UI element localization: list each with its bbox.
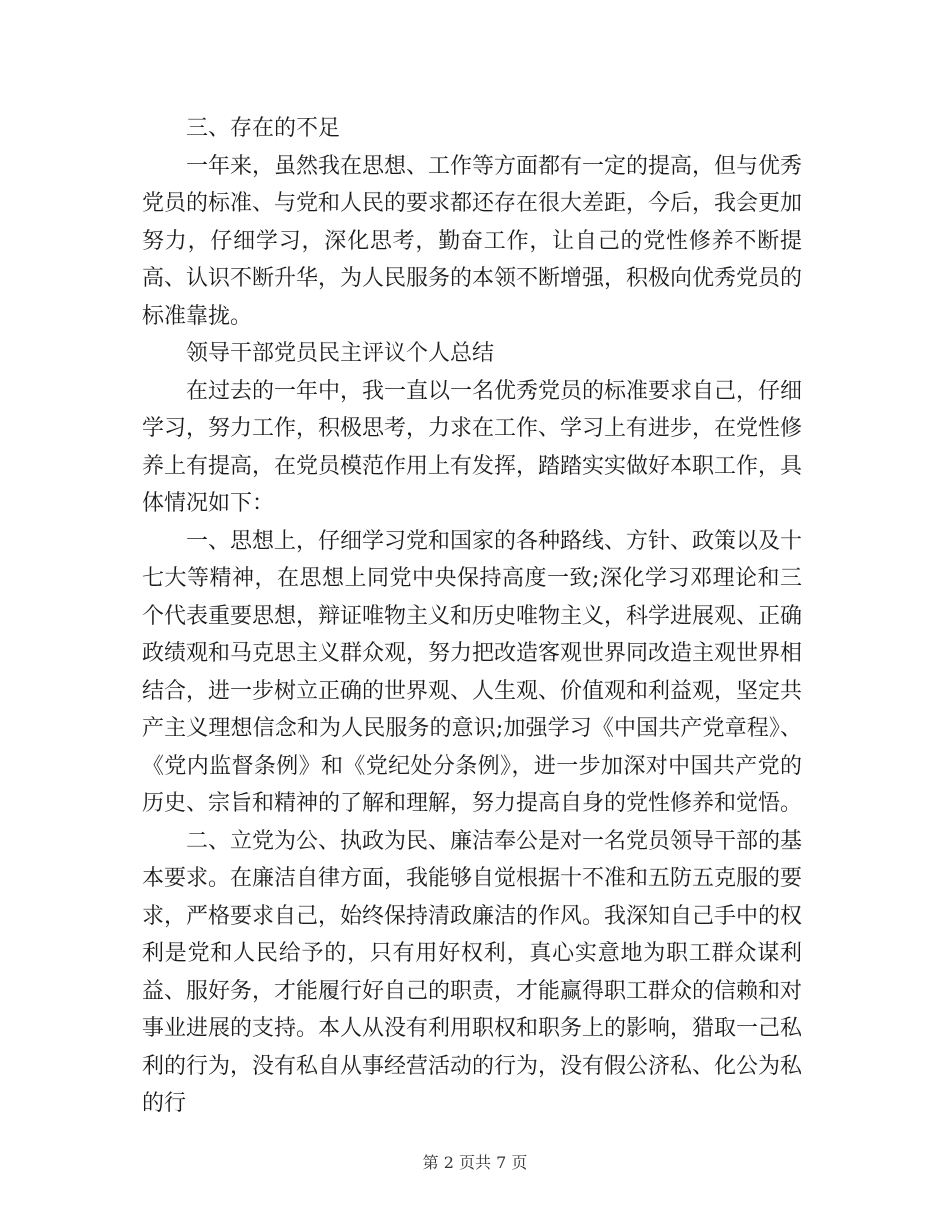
intro-paragraph: 在过去的一年中，我一直以一名优秀党员的标准要求自己，仔细学习，努力工作，积极思考，力求在工作、学习上有进步，在党性修养上有提高，在党员模范作用上有发挥，踏踏实实做好本职工作，具体情况如下： — [142, 378, 803, 516]
document-body — [142, 110, 802, 1123]
section-paragraph: 一年来，虽然我在思想、工作等方面都有一定的提高，但与优秀党员的标准、与党和人民的要求都还存在很大差距，今后，我会更加努力，仔细学习，深化思考，勤奋工作，让自己的党性修养不断提高、认识不断升华，为人民服务的本领不断增强，积极向优秀党员的标准靠拢。 — [142, 153, 803, 329]
section-heading: 三、存在的不足 — [186, 116, 341, 141]
point-one-paragraph: 一、思想上，仔细学习党和国家的各种路线、方针、政策以及十七大等精神，在思想上同党中央保持高度一致;深化学习邓理论和三个代表重要思想，辩证唯物主义和历史唯物主义，科学进展观、正确政绩观和马克思主义群众观，努力把改造客观世界同改造主观世界相结合，进一步树立正确的世界观、人生观、价值观和利益观，坚定共产主义理想信念和为人民服务的意识;加强学习《中国共产党章程》、《党内监督条例》和《党纪处分条例》，进一步加深对中国共产党的历史、宗旨和精神的了解和理解，努力提高自身的党性修养和觉悟。 — [142, 528, 803, 816]
document-title: 领导干部党员民主评议个人总结 — [186, 341, 495, 366]
point-two-paragraph: 二、立党为公、执政为民、廉洁奉公是对一名党员领导干部的基本要求。在廉洁自律方面，我能够自觉根据十不准和五防五克服的要求，严格要求自己，始终保持清政廉洁的作风。我深知自己手中的权利是党和人民给予的，只有用好权利，真心实意地为职工群众谋利益、服好务，才能履行好自己的职责，才能赢得职工群众的信赖和对事业进展的支持。本人从没有利用职权和职务上的影响，猎取一己私利的行为，没有私自从事经营活动的行为，没有假公济私、化公为私的行 — [142, 828, 803, 1116]
page-number-footer: 第 2 页共 7 页 — [422, 1153, 528, 1172]
